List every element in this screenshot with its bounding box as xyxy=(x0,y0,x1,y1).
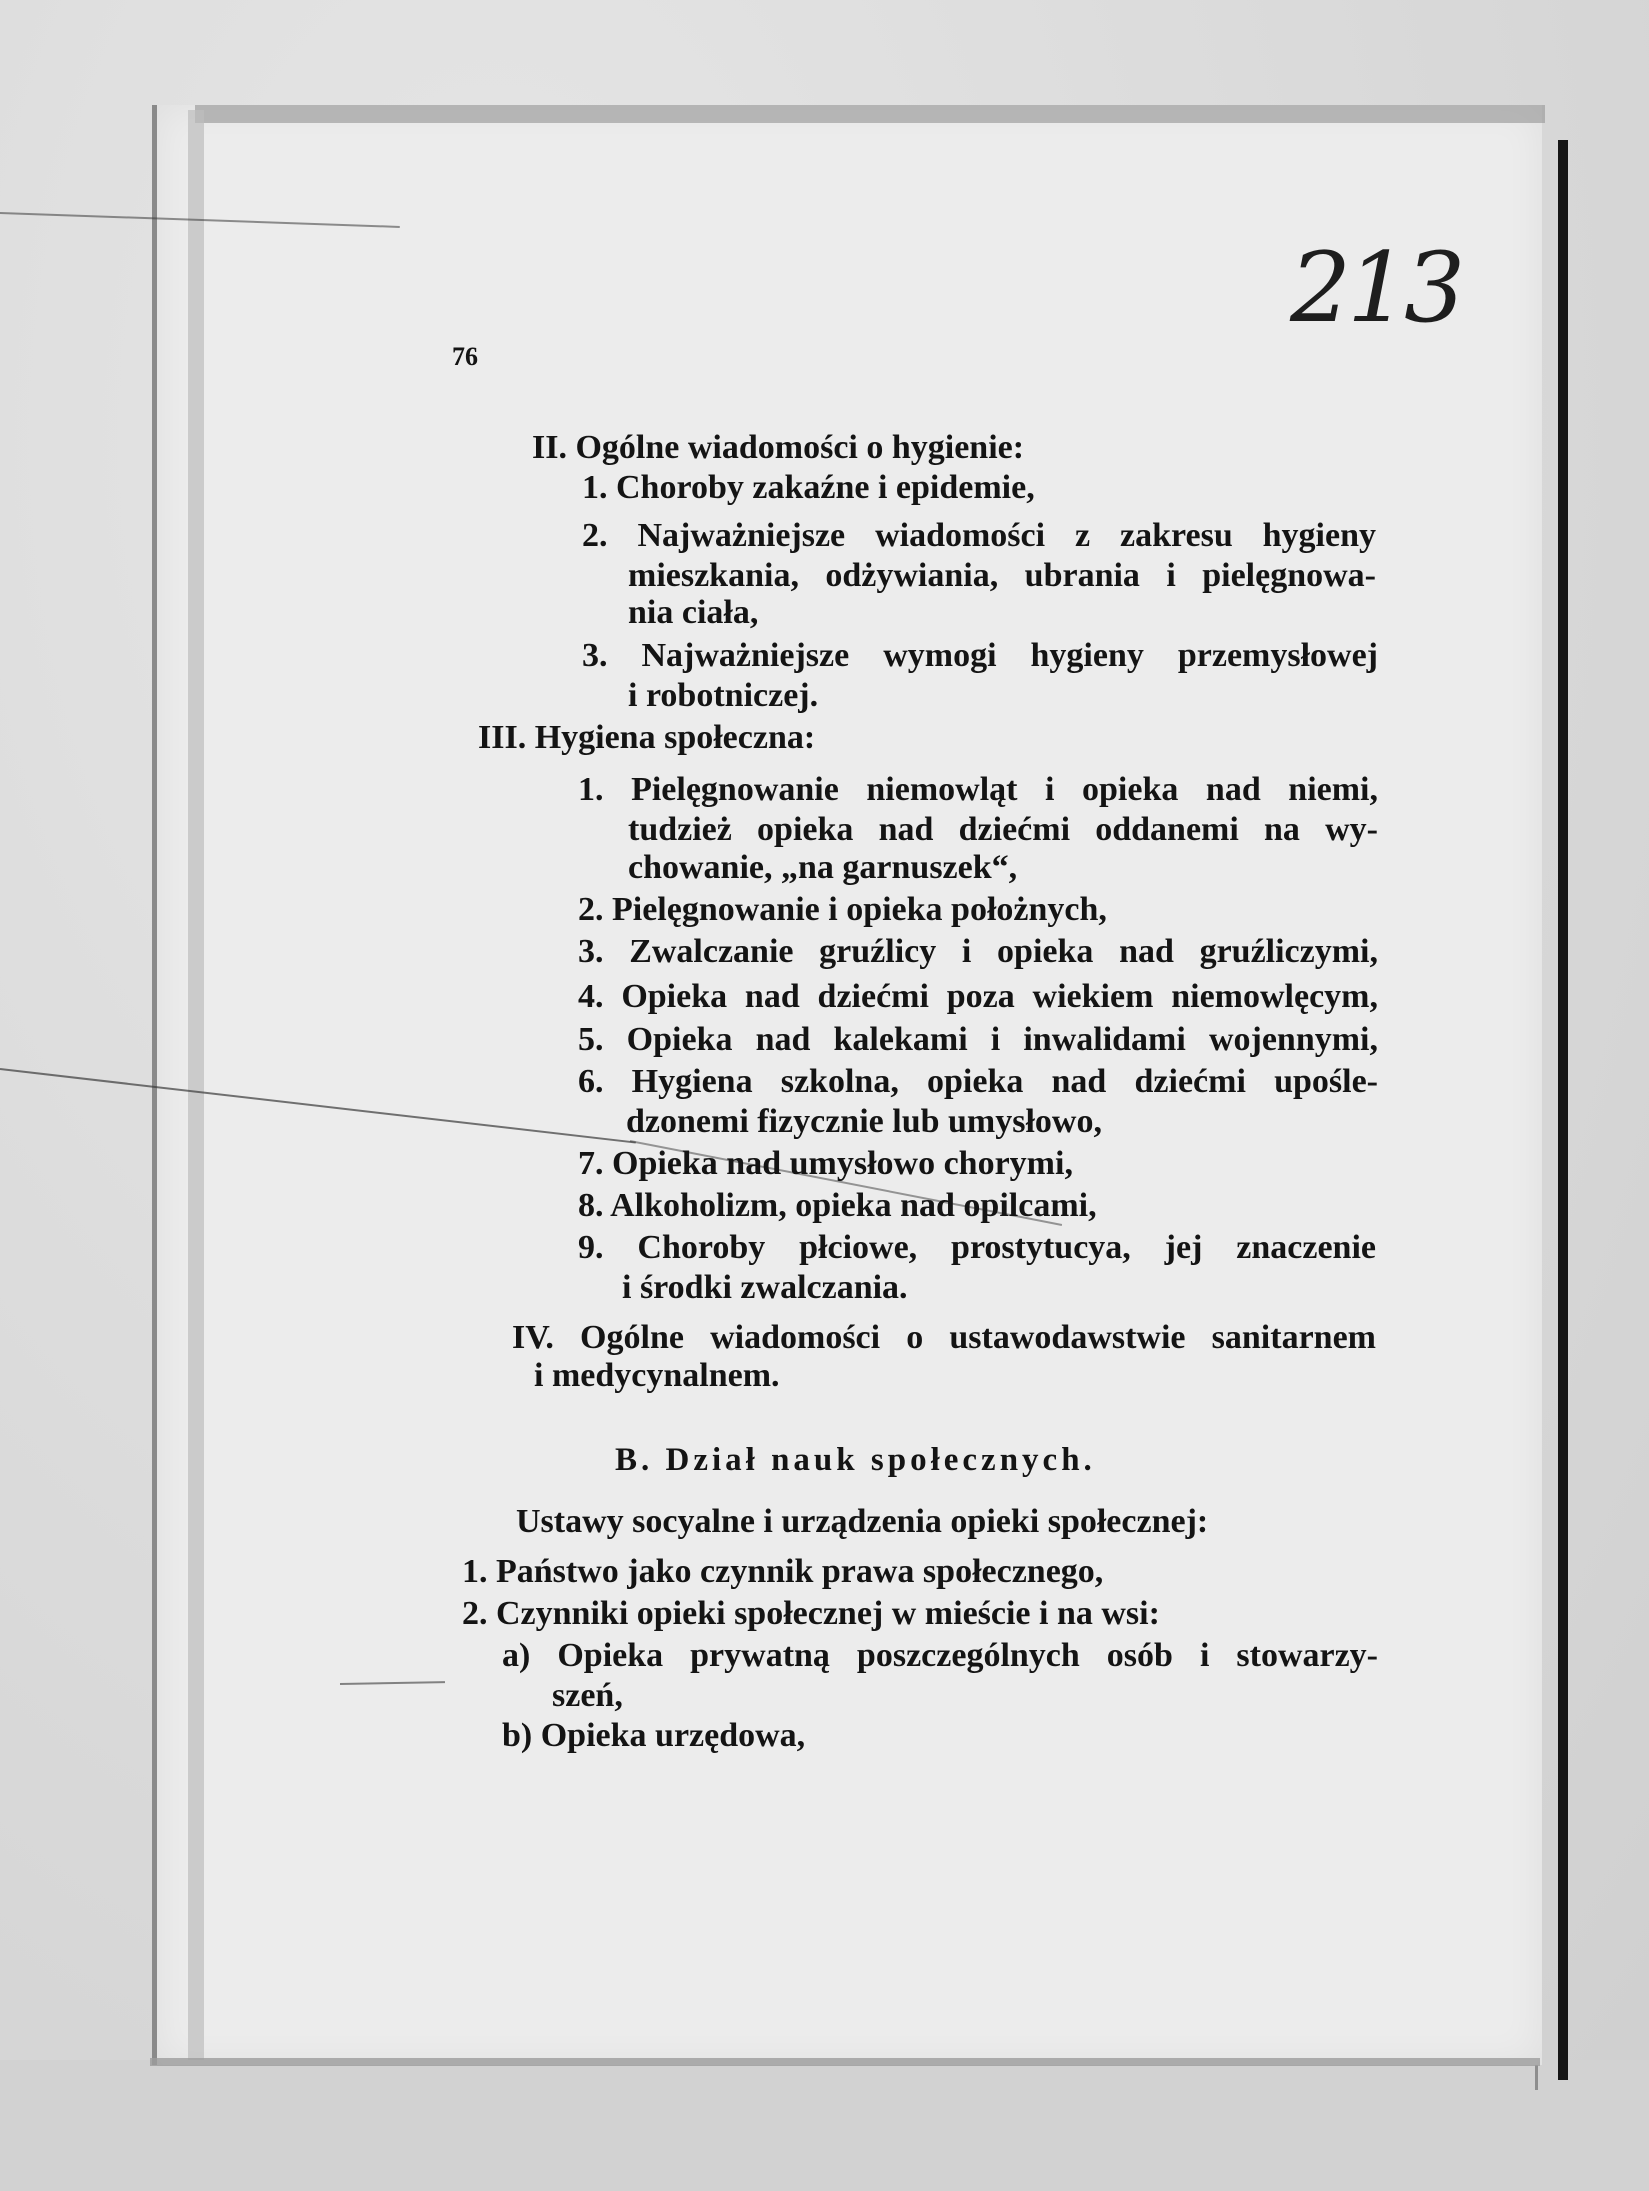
item-text: szeń, xyxy=(552,1677,623,1714)
item-text: Choroby zakaźne i epidemie, xyxy=(616,469,1035,506)
section-B-heading: B. Dział nauk społecznych. xyxy=(615,1442,1096,1478)
item-number: 1. xyxy=(582,469,608,506)
item-number: 2. xyxy=(578,891,604,928)
item-number: 1. xyxy=(462,1553,488,1590)
section-IV-title: IV. Ogólne wiadomości o ustawodawstwie sanitarnem xyxy=(512,1319,1376,1356)
item-text: Opieka nad kalekami i inwalidami wojennymi, xyxy=(626,1021,1379,1058)
item-text: dzonemi fizycznie lub umysłowo, xyxy=(626,1103,1102,1140)
page-number: 76 xyxy=(452,342,478,371)
item-number: 2. xyxy=(462,1595,488,1632)
item-text: Opieka nad umysłowo chorymi, xyxy=(612,1145,1073,1182)
item-text: Czynniki opieki społecznej w mieście i na wsi: xyxy=(496,1595,1160,1632)
list-item xyxy=(502,1636,1378,1676)
list-item xyxy=(578,770,1378,810)
item-text: tudzież opieka nad dziećmi oddanemi na wy- xyxy=(628,811,1378,848)
item-text: Alkoholizm, opieka nad opilcami, xyxy=(610,1187,1097,1224)
page-left-edge xyxy=(188,110,204,2060)
item-number: 9. xyxy=(578,1229,604,1266)
item-text: Państwo jako czynnik prawa społecznego, xyxy=(496,1553,1104,1590)
list-item xyxy=(462,1594,1160,1634)
section-III-title: III. Hygiena społeczna: xyxy=(478,719,816,756)
list-item xyxy=(582,468,1035,508)
list-item xyxy=(578,1062,1378,1102)
list-item xyxy=(582,516,1376,556)
item-number: a) xyxy=(502,1637,531,1674)
list-item xyxy=(582,636,1378,676)
handwritten-folio-number: 213 xyxy=(1290,232,1462,344)
item-number: 3. xyxy=(582,637,608,674)
item-text: i środki zwalczania. xyxy=(622,1269,908,1306)
list-item xyxy=(578,1228,1376,1268)
item-text: mieszkania, odżywiania, ubrania i pielęgnowa- xyxy=(628,557,1376,594)
item-text: Choroby płciowe, prostytucya, jej znaczenie xyxy=(637,1229,1377,1266)
section-II-title: II. Ogólne wiadomości o hygienie: xyxy=(532,429,1025,466)
page-top-edge xyxy=(195,105,1545,123)
item-text: Pielęgnowanie niemowląt i opieka nad niemi, xyxy=(631,771,1379,808)
list-item xyxy=(578,932,1378,972)
item-text: i robotniczej. xyxy=(628,677,819,714)
item-number: 8. xyxy=(578,1187,604,1224)
item-number: 2. xyxy=(582,517,608,554)
list-item xyxy=(578,977,1378,1017)
list-item xyxy=(578,1186,1097,1226)
item-text: Opieka nad dziećmi poza wiekiem niemowlęcym, xyxy=(621,978,1378,1015)
item-text: Pielęgnowanie i opieka położnych, xyxy=(612,891,1107,928)
list-item xyxy=(462,1552,1103,1592)
item-text: Opieka prywatną poszczególnych osób i stowarzy- xyxy=(557,1637,1379,1674)
page-bottom-edge xyxy=(150,2058,1540,2066)
item-text: chowanie, „na garnuszek“, xyxy=(628,849,1018,886)
item-number: 3. xyxy=(578,933,604,970)
item-text: Najważniejsze wymogi hygieny przemysłowej xyxy=(641,637,1379,674)
item-text: Zwalczanie gruźlicy i opieka nad gruźliczymi, xyxy=(629,933,1379,970)
item-number: 6. xyxy=(578,1063,604,1100)
item-text: Najważniejsze wiadomości z zakresu hygieny xyxy=(637,517,1377,554)
book-edge-dark xyxy=(1558,140,1568,2080)
section-B-intro: Ustawy socyalne i urządzenia opieki społecznej: xyxy=(516,1503,1209,1540)
item-text: nia ciała, xyxy=(628,594,759,631)
item-text: Hygiena szkolna, opieka nad dziećmi upośle- xyxy=(631,1063,1378,1100)
item-number: 1. xyxy=(578,771,604,808)
scan-bottom-band xyxy=(0,2060,1649,2191)
list-item xyxy=(502,1716,805,1756)
item-number: 5. xyxy=(578,1021,604,1058)
section-IV-continuation: i medycynalnem. xyxy=(534,1357,780,1394)
item-text: Opieka urzędowa, xyxy=(540,1717,806,1754)
list-item xyxy=(578,890,1107,930)
list-item xyxy=(578,1144,1073,1184)
list-item xyxy=(578,1020,1378,1060)
item-number: 7. xyxy=(578,1145,604,1182)
item-number: 4. xyxy=(578,978,604,1015)
item-number: b) xyxy=(502,1717,533,1754)
